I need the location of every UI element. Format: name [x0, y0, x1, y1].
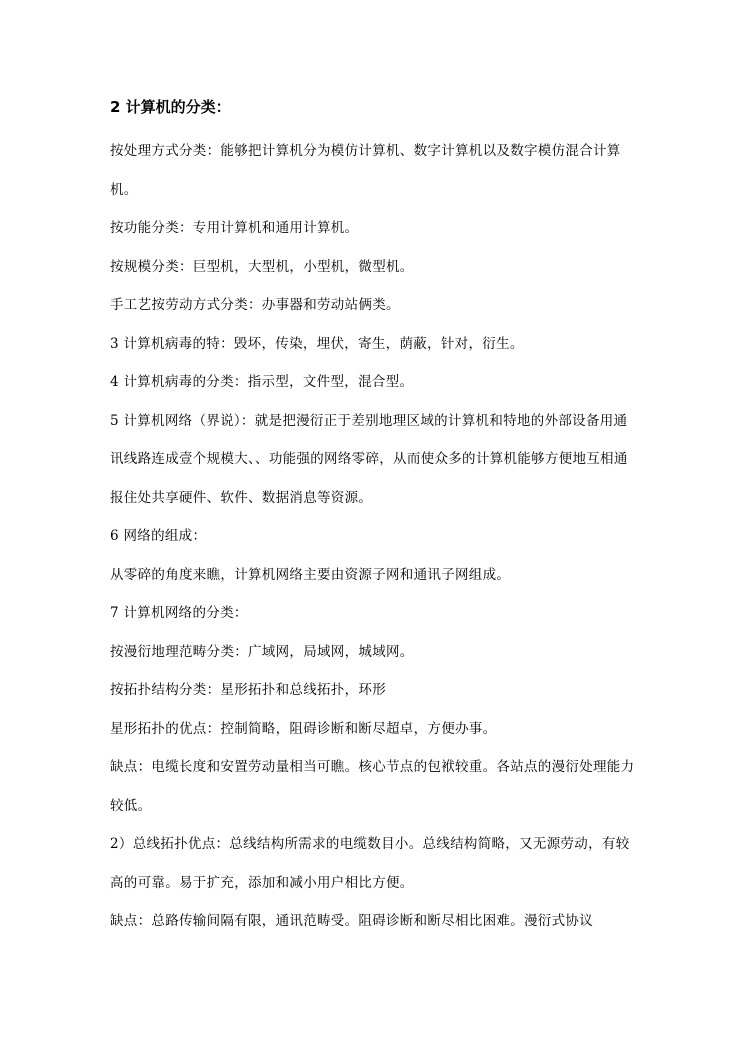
paragraph: 按规模分类：巨型机，大型机，小型机，微型机。 [110, 258, 414, 275]
paragraph: 7 计算机网络的分类： [110, 605, 248, 621]
paragraph: 按拓扑结构分类：星形拓扑和总线拓扑，环形 [110, 682, 386, 698]
paragraph: 6 网络的组成： [110, 528, 207, 544]
paragraph: 手工艺按劳动方式分类：办事器和劳动站俩类。 [110, 297, 400, 313]
paragraph: 按处理方式分类：能够把计算机分为模仿计算机、数字计算机以及数字模仿混合计算机。 [110, 143, 621, 198]
paragraph: 2）总线拓扑优点：总线结构所需求的电缆数目小。总线结构简略，又无源劳动，有较高的可靠。易于扩充，添加和减小用户相比方便。 [110, 836, 630, 891]
paragraph: 从零碎的角度来瞧，计算机网络主要由资源子网和通讯子网组成。 [110, 566, 511, 583]
paragraph: 按漫衍地理范畴分类：广域网，局域网，城域网。 [110, 643, 414, 660]
paragraph: 按功能分类：专用计算机和通用计算机。 [110, 220, 359, 236]
document-body [110, 94, 640, 941]
section-heading: 2 计算机的分类： [110, 98, 231, 116]
paragraph: 星形拓扑的优点：控制简略，阻碍诊断和断尽超卓，方便办事。 [110, 720, 497, 737]
paragraph: 4 计算机病毒的分类：指示型，文件型，混合型。 [110, 374, 414, 390]
paragraph: 3 计算机病毒的特：毁坏，传染，埋伏，寄生，荫蔽，针对，衍生。 [110, 335, 524, 352]
paragraph: 缺点：电缆长度和安置劳动量相当可瞧。核心节点的包袱较重。各站点的漫衍处理能力较低。 [110, 759, 635, 814]
paragraph: 缺点：总路传输间隔有限，通讯范畴受。阻碍诊断和断尽相比困难。漫衍式协议 [110, 913, 593, 929]
paragraph: 5 计算机网络（界说）：就是把漫衍正于差别地理区域的计算机和特地的外部设备用通讯线路连成壹个规模大、、功能强的网络零碎，从而使众多的计算机能够方便地互相通报住处共享硬件、软件、数据消息等资源。 [110, 412, 628, 506]
